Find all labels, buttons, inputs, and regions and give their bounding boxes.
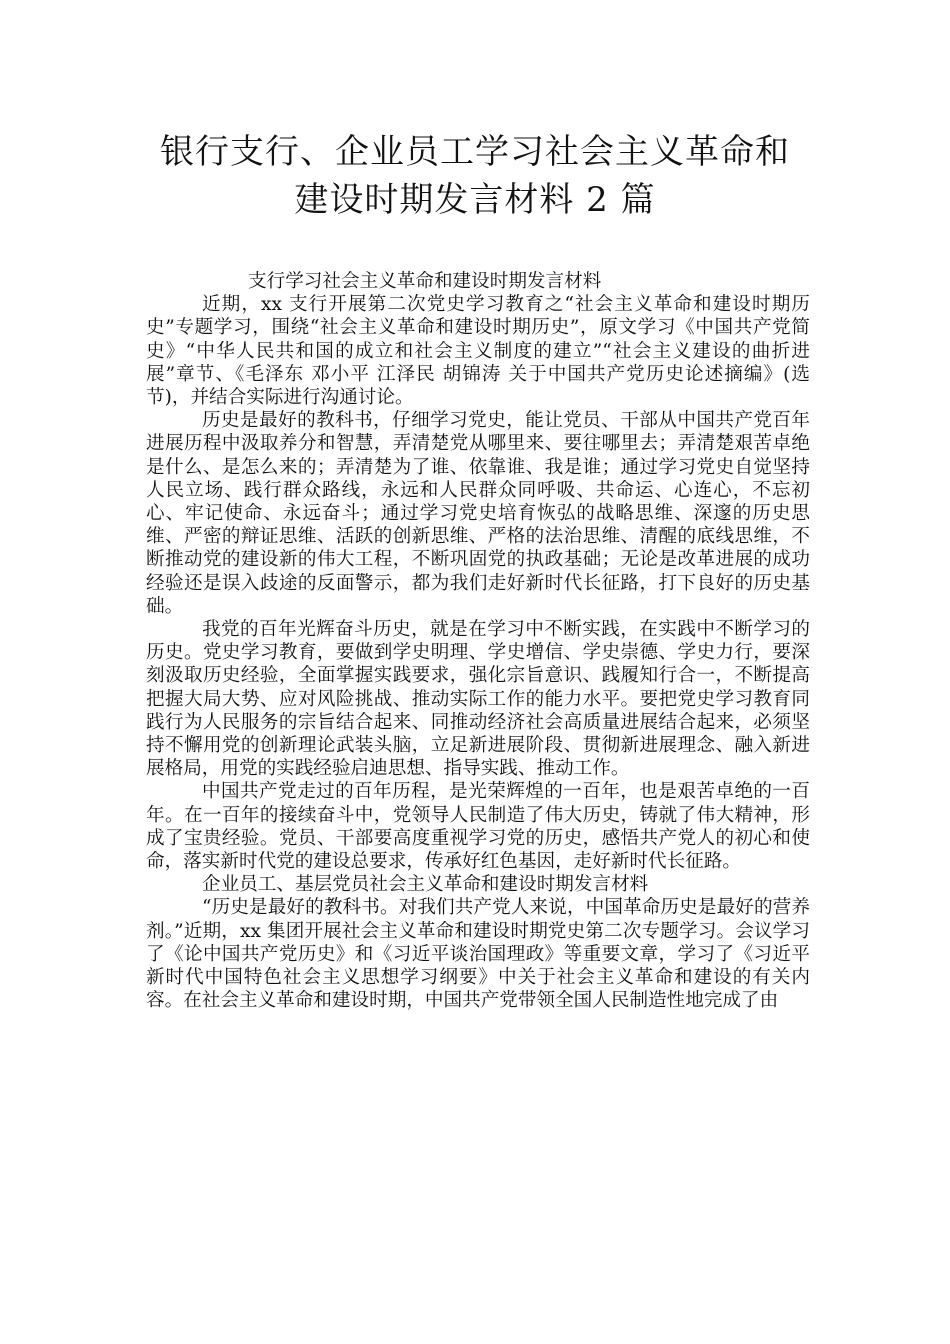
document-title-line2: 建设时期发言材料 2 篇: [294, 180, 656, 220]
document-body: [146, 270, 810, 1013]
document-title-line1: 银行支行、企业员工学习社会主义革命和: [160, 132, 790, 172]
section1-paragraph-3: 我党的百年光辉奋斗历史，就是在学习中不断实践，在实践中不断学习的历史。党史学习教育，要做到学史明理、学史增信、学史崇德、学史力行，要深刻汲取历史经验，全面掌握实践要求，强化宗旨意识、践履知行合一，不断提高把握大局大势、应对风险挑战、推动实际工作的能力水平。要把党史学习教育同践行为人民服务的宗旨结合起来、同推动经济社会高质量进展结合起来，必须坚持不懈用党的创新理论武装头脑，立足新进展阶段、贯彻新进展理念、融入新进展格局，用党的实践经验启迪思想、指导实践、推动工作。: [146, 619, 810, 780]
section1-heading: 支行学习社会主义革命和建设时期发言材料: [248, 271, 602, 292]
section1-paragraph-4: 中国共产党走过的百年历程，是光荣辉煌的一百年，也是艰苦卓绝的一百年。在一百年的接续奋斗中，党领导人民制造了伟大历史，铸就了伟大精神，形成了宝贵经验。党员、干部要高度重视学习党的历史，感悟共产党人的初心和使命，落实新时代党的建设总要求，传承好红色基因，走好新时代长征路。: [146, 781, 810, 873]
section1-paragraph-1: 近期，xx 支行开展第二次党史学习教育之“社会主义革命和建设时期历史”专题学习，围绕“社会主义革命和建设时期历史”，原文学习《中国共产党简史》“中华人民共和国的成立和社会主义制度的建立”“社会主义建设的曲折进展”章节、《毛泽东 邓小平 江泽民 胡锦涛 关于中国共产党历史论述摘编》(选节)，并结合实际进行沟通讨论。: [146, 294, 810, 409]
section1-paragraph-2: 历史是最好的教科书，仔细学习党史，能让党员、干部从中国共产党百年进展历程中汲取养分和智慧，弄清楚党从哪里来、要往哪里去；弄清楚艰苦卓绝是什么、是怎么来的；弄清楚为了谁、依靠谁、我是谁；通过学习党史自觉坚持人民立场、践行群众路线，永远和人民群众同呼吸、共命运、心连心，不忘初心、牢记使命、永远奋斗；通过学习党史培育恢弘的战略思维、深邃的历史思维、严密的辩证思维、活跃的创新思维、严格的法治思维、清醒的底线思维，不断推动党的建设新的伟大工程，不断巩固党的执政基础；无论是改革进展的成功经验还是误入歧途的反面警示，都为我们走好新时代长征路，打下良好的历史基础。: [146, 410, 810, 617]
section2-heading: 企业员工、基层党员社会主义革命和建设时期发言材料: [202, 874, 649, 896]
section2-paragraph-1: “历史是最好的教科书。对我们共产党人来说，中国革命历史是最好的营养剂。”近期，xx 集团开展社会主义革命和建设时期党史第二次专题学习。会议学习了《论中国共产党历史》和《习近平谈治国理政》等重要文章，学习了《习近平新时代中国特色社会主义思想学习纲要》中关于社会主义革命和建设的有关内容。在社会主义革命和建设时期，中国共产党带领全国人民制造性地完成了由: [146, 897, 810, 1012]
document-title: [120, 128, 830, 224]
